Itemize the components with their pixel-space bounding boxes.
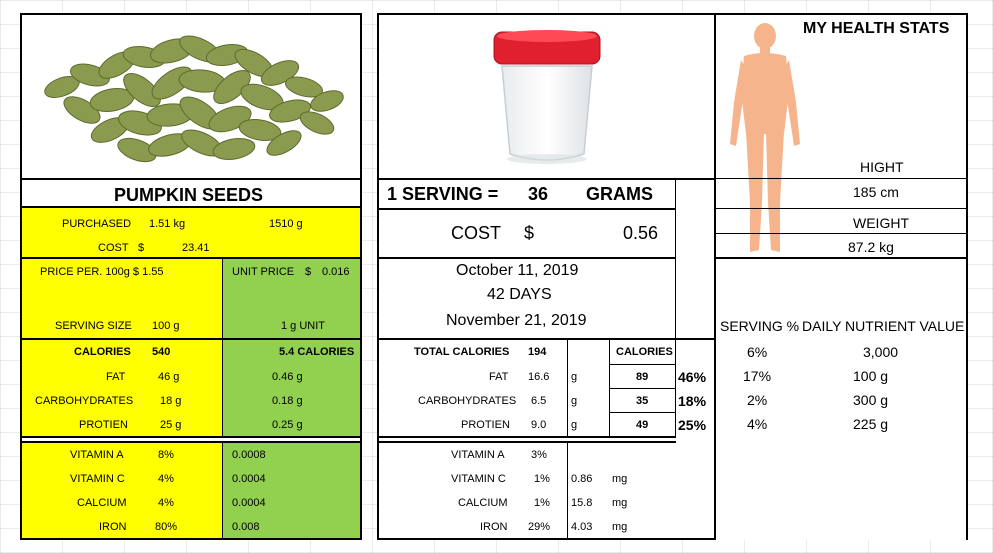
serving-row <box>379 180 675 208</box>
serving-cost-label: COST <box>451 223 502 243</box>
unit-price-currency: $ <box>305 266 312 278</box>
serving-iron-pct: 29% <box>528 521 551 533</box>
serving-vit-c-amount: 0.86 <box>571 473 593 485</box>
fat-unit: 0.46 g <box>272 371 303 383</box>
fat-value: 46 g <box>158 371 180 383</box>
daily-value-header: DAILY NUTRIENT VALUE <box>802 318 965 334</box>
seeds-image-frame <box>20 13 362 180</box>
health-title: MY HEALTH STATS <box>803 20 950 37</box>
serving-fat-pct: 46% <box>678 369 707 385</box>
total-calories-label: TOTAL CALORIES <box>414 346 510 358</box>
serving-label: 1 SERVING = <box>387 184 499 204</box>
vit-a-unit: 0.0008 <box>232 449 266 461</box>
serving-calcium-unit: mg <box>612 497 628 509</box>
serving-protein-label: PROTIEN <box>461 419 510 431</box>
calories-value: 540 <box>152 346 171 358</box>
serving-pct-header: SERVING % <box>720 318 800 334</box>
health-row-1-value: 3,000 <box>863 344 899 360</box>
unit-price-label: UNIT PRICE <box>232 266 295 278</box>
vit-a-value: 8% <box>158 449 174 461</box>
protein-unit: 0.25 g <box>272 419 303 431</box>
serving-cost-currency: $ <box>524 223 535 243</box>
serving-carbs-label: CARBOHYDRATES <box>418 395 517 407</box>
serving-fat-calories: 89 <box>636 371 649 383</box>
calories-label: CALORIES <box>74 346 131 358</box>
serving-calcium-amount: 15.8 <box>571 497 593 509</box>
iron-unit: 0.008 <box>232 521 260 533</box>
carbs-value: 18 g <box>160 395 182 407</box>
vit-c-unit: 0.0004 <box>232 473 266 485</box>
health-row-2-pct: 17% <box>743 368 772 384</box>
weight-label: WEIGHT <box>853 215 909 231</box>
health-row-2-value: 100 g <box>853 368 889 384</box>
serving-vit-c-pct: 1% <box>534 473 550 485</box>
serving-unit: GRAMS <box>586 184 653 204</box>
health-row-4-pct: 4% <box>747 416 768 432</box>
price-per-100g: PRICE PER. 100g $ 1.55 <box>40 266 164 278</box>
serving-grams: 36 <box>528 184 549 204</box>
calcium-label: CALCIUM <box>77 497 127 509</box>
serving-vit-a-label: VITAMIN A <box>451 449 505 461</box>
container-icon <box>480 26 614 166</box>
serving-size-label: SERVING SIZE <box>55 320 132 332</box>
serving-protein-calories: 49 <box>636 419 649 431</box>
vit-c-label: VITAMIN C <box>70 473 125 485</box>
carbs-label: CARBOHYDRATES <box>35 395 134 407</box>
serving-iron-amount: 4.03 <box>571 521 593 533</box>
iron-label: IRON <box>99 521 127 533</box>
cost-currency: $ <box>138 242 145 254</box>
product-name: PUMPKIN SEEDS <box>114 185 264 205</box>
serving-cost-row <box>379 210 675 257</box>
height-label: HIGHT <box>860 159 904 175</box>
serving-iron-label: IRON <box>480 521 508 533</box>
serving-carbs-unit: g <box>571 395 578 407</box>
cost-value: 23.41 <box>182 242 210 254</box>
calcium-unit: 0.0004 <box>232 497 266 509</box>
date-end: November 21, 2019 <box>446 312 587 329</box>
serving-cost-value: 0.56 <box>623 223 659 243</box>
serving-fat-value: 16.6 <box>528 371 550 383</box>
serving-vit-c-unit: mg <box>612 473 628 485</box>
purchased-label: PURCHASED <box>62 218 132 230</box>
health-row-3-pct: 2% <box>747 392 768 408</box>
serving-protein-pct: 25% <box>678 417 707 433</box>
serving-vit-a-pct: 3% <box>531 449 547 461</box>
serving-carbs-calories: 35 <box>636 395 649 407</box>
purchased-g: 1510 g <box>269 218 303 230</box>
carbs-unit: 0.18 g <box>272 395 303 407</box>
vit-c-value: 4% <box>158 473 174 485</box>
serving-size-value: 100 g <box>152 320 180 332</box>
cost-label: COST <box>98 242 129 254</box>
serving-carbs-value: 6.5 <box>531 395 547 407</box>
serving-vit-c-label: VITAMIN C <box>451 473 506 485</box>
serving-iron-unit: mg <box>612 521 628 533</box>
pumpkin-seeds-icon <box>22 15 360 178</box>
protein-label: PROTIEN <box>79 419 128 431</box>
calcium-value: 4% <box>158 497 174 509</box>
serving-carbs-pct: 18% <box>678 393 707 409</box>
weight-value: 87.2 kg <box>848 239 894 255</box>
purchased-kg: 1.51 kg <box>149 218 186 230</box>
days-count: 42 DAYS <box>487 286 552 303</box>
total-calories-value: 194 <box>528 346 547 358</box>
date-start: October 11, 2019 <box>456 262 579 279</box>
health-row-1-pct: 6% <box>747 344 768 360</box>
vit-a-label: VITAMIN A <box>70 449 124 461</box>
serving-fat-unit: g <box>571 371 578 383</box>
health-row-3-value: 300 g <box>853 392 889 408</box>
iron-value: 80% <box>155 521 178 533</box>
calories-unit-value: 5.4 CALORIES <box>279 346 355 358</box>
height-value: 185 cm <box>853 184 899 200</box>
serving-protein-value: 9.0 <box>531 419 547 431</box>
serving-calcium-label: CALCIUM <box>458 497 508 509</box>
calories-header: CALORIES <box>616 346 673 358</box>
protein-value: 25 g <box>160 419 182 431</box>
serving-fat-label: FAT <box>489 371 509 383</box>
human-body-icon <box>726 22 804 258</box>
unit-price-value: 0.016 <box>322 266 350 278</box>
health-row-4-value: 225 g <box>853 416 889 432</box>
product-name-cell <box>20 178 362 208</box>
serving-calcium-pct: 1% <box>534 497 550 509</box>
serving-protein-unit: g <box>571 419 578 431</box>
unit-label: 1 g UNIT <box>281 320 326 332</box>
fat-label: FAT <box>106 371 126 383</box>
